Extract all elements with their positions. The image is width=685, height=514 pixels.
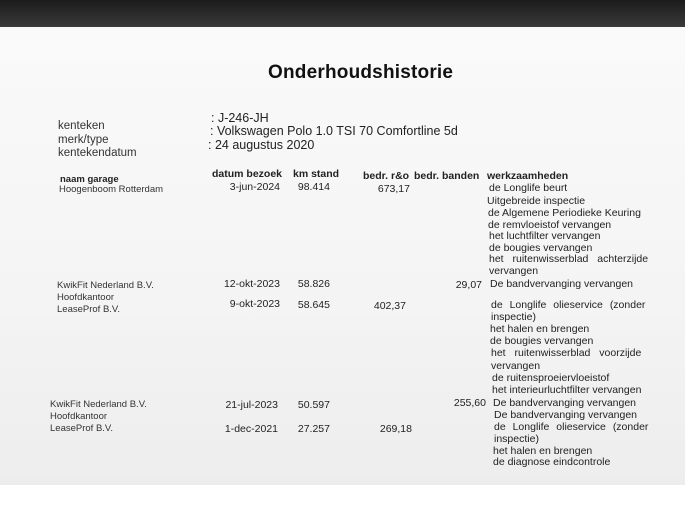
- visit-km: 98.414: [297, 181, 330, 193]
- visit-date: 1-dec-2021: [224, 423, 278, 435]
- visit-ro: 673,17: [377, 183, 410, 195]
- visit-date: 21-jul-2023: [225, 399, 278, 411]
- work-line: het luchtfilter vervangen: [489, 230, 601, 242]
- merk-value: : Volkswagen Polo 1.0 TSI 70 Comfortline 5d: [210, 124, 458, 138]
- kentekendatum-label: kentekendatum: [58, 147, 137, 159]
- visit-banden: 29,07: [455, 279, 482, 291]
- work-line: De bandvervanging vervangen: [490, 278, 634, 290]
- kenteken-value: : J-246-JH: [211, 111, 269, 125]
- work-line: Uitgebreide inspectie: [487, 195, 586, 207]
- work-line: De bandvervanging vervangen: [494, 409, 638, 421]
- visit-km: 50.597: [297, 399, 330, 411]
- garage-name: KwikFit Nederland B.V.: [57, 280, 154, 291]
- work-line: vervangen: [491, 360, 541, 372]
- work-line: het interieurluchtfilter vervangen: [492, 384, 642, 396]
- header-date: datum bezoek: [212, 168, 283, 180]
- work-line: het halen en brengen: [493, 445, 593, 457]
- work-line: inspectie): [491, 311, 536, 323]
- header-km: km stand: [293, 168, 340, 180]
- work-line: de remvloeistof vervangen: [488, 219, 612, 231]
- visit-ro: 269,18: [379, 423, 412, 435]
- work-line: De bandvervanging vervangen: [493, 397, 637, 409]
- header-banden: bedr. banden: [414, 170, 480, 182]
- work-line: inspectie): [494, 433, 539, 445]
- visit-km: 27.257: [297, 423, 330, 435]
- header-ro: bedr. r&o: [363, 170, 410, 182]
- work-line: de bougies vervangen: [490, 335, 594, 347]
- work-line: het ruitenwisserblad achterzijde: [489, 253, 649, 265]
- garage-name: LeaseProf B.V.: [50, 423, 114, 434]
- garage-name: Hoogenboom Rotterdam: [59, 184, 164, 195]
- visit-date: 12-okt-2023: [223, 278, 280, 290]
- garage-name: LeaseProf B.V.: [57, 304, 121, 315]
- work-line: de Longlife olieservice (zonder: [494, 421, 649, 433]
- work-line: het ruitenwisserblad voorzijde: [491, 347, 642, 359]
- merk-label: merk/type: [58, 134, 109, 146]
- work-line: de ruitensproeiervloeistof: [492, 372, 610, 384]
- visit-km: 58.826: [297, 278, 330, 290]
- header-work: werkzaamheden: [487, 170, 569, 182]
- kenteken-label: kenteken: [58, 120, 105, 132]
- visit-date: 9-okt-2023: [229, 298, 280, 310]
- header-garage: naam garage: [60, 174, 119, 185]
- visit-date: 3-jun-2024: [229, 181, 280, 193]
- visit-banden: 255,60: [453, 397, 486, 409]
- work-line: de Algemene Periodieke Keuring: [488, 207, 641, 219]
- kentekendatum-value: : 24 augustus 2020: [208, 138, 315, 152]
- work-line: de diagnose eindcontrole: [493, 456, 611, 468]
- document-title: Onderhoudshistorie: [268, 62, 454, 83]
- work-line: de bougies vervangen: [489, 242, 593, 254]
- visit-km: 58.645: [297, 299, 330, 311]
- visit-ro: 402,37: [373, 300, 406, 312]
- garage-name: Hoofdkantoor: [57, 292, 115, 303]
- work-line: de Longlife olieservice (zonder: [491, 299, 646, 311]
- work-line: het halen en brengen: [490, 323, 590, 335]
- work-line: vervangen: [489, 265, 539, 277]
- work-line: de Longlife beurt: [489, 182, 568, 194]
- garage-name: Hoofdkantoor: [50, 411, 108, 422]
- garage-name: KwikFit Nederland B.V.: [50, 399, 147, 410]
- photo-background-bottom: [0, 485, 685, 514]
- photo-background-top: [0, 0, 685, 27]
